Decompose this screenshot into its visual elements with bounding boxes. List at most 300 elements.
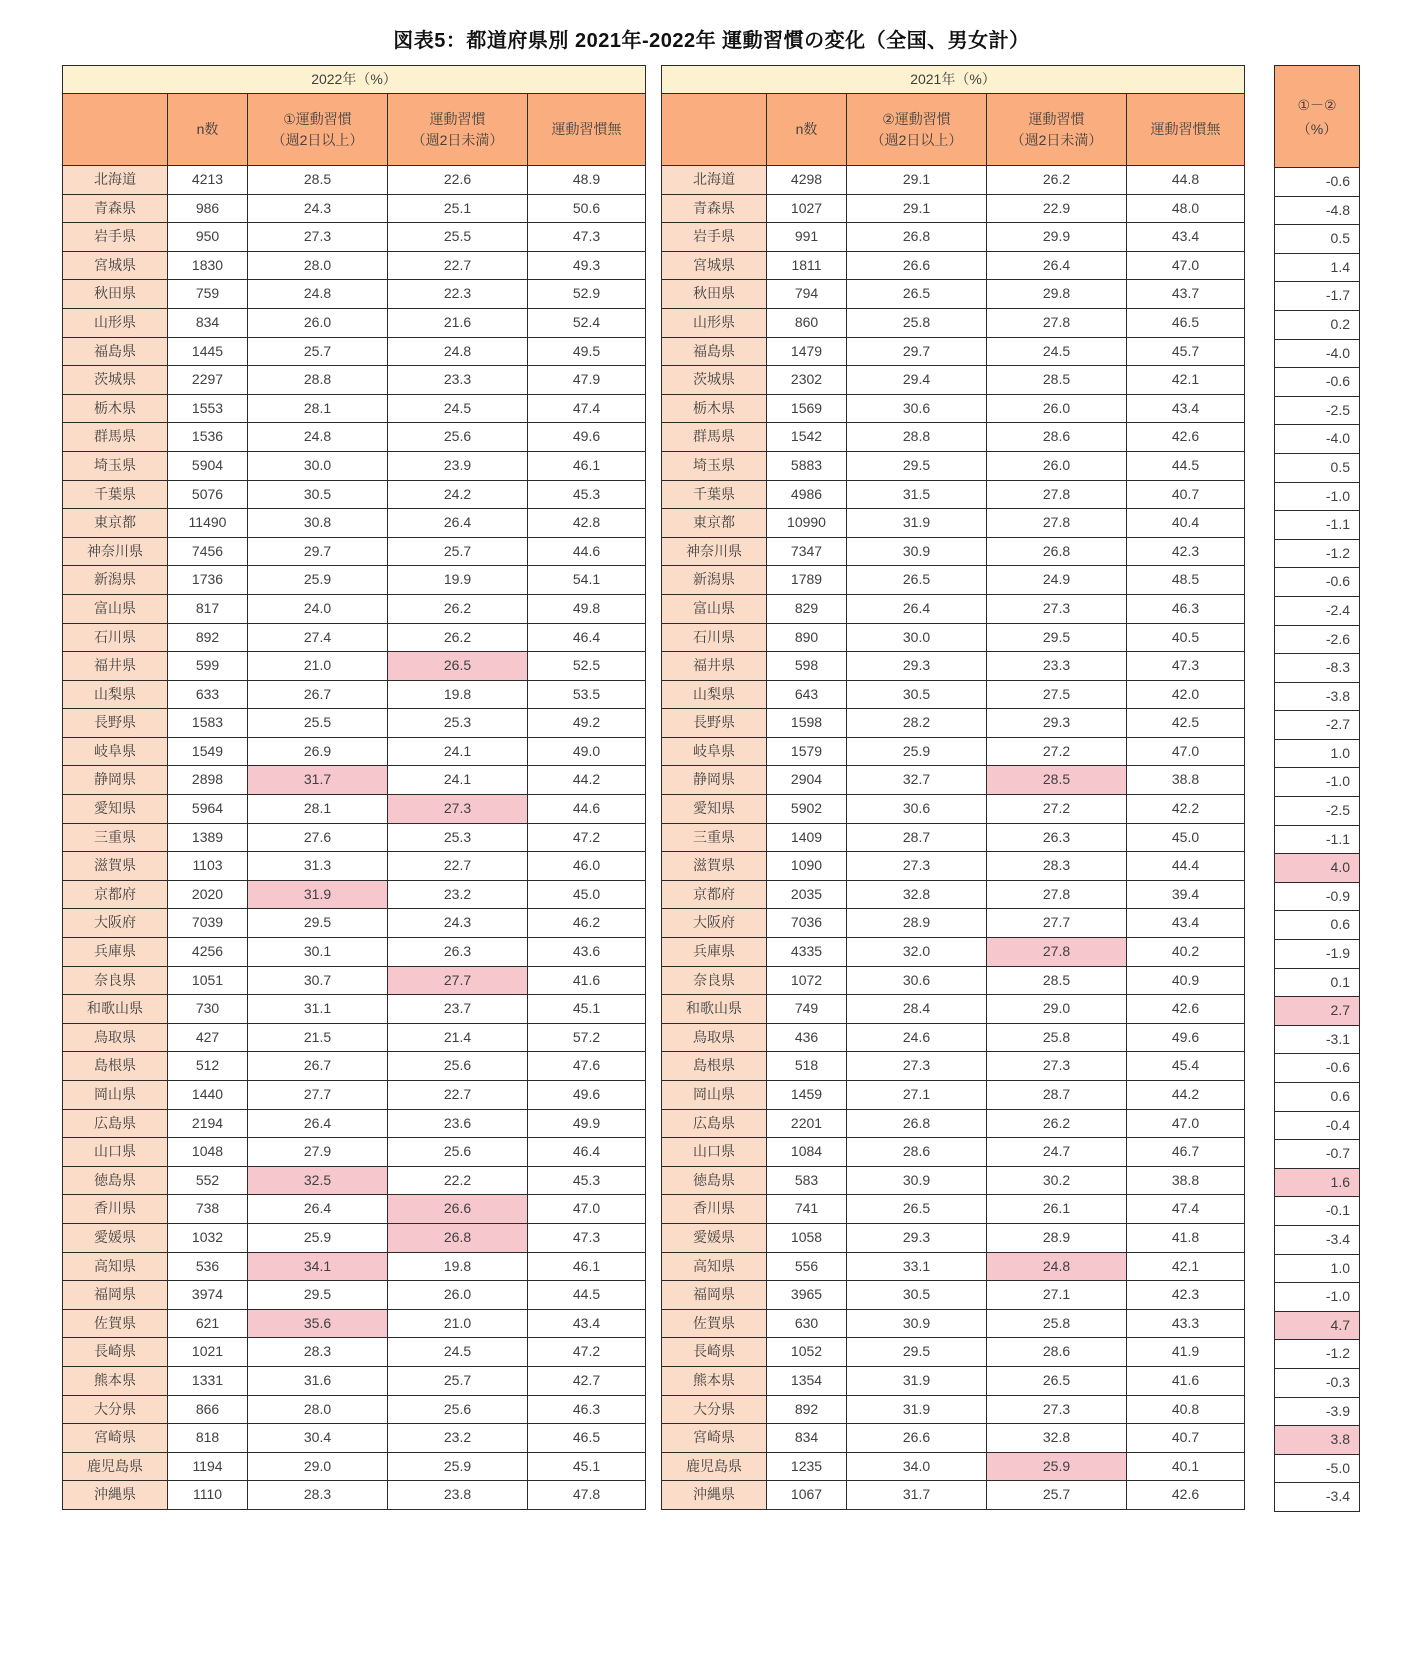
n-count-cell: 630 — [767, 1309, 847, 1338]
prefecture-cell: 香川県 — [662, 1195, 767, 1224]
table-row-2021 — [662, 652, 1245, 681]
prefecture-cell: 北海道 — [63, 166, 168, 195]
no-habit-cell: 45.3 — [528, 480, 646, 509]
n-count-cell: 1084 — [767, 1138, 847, 1167]
diff-cell: -1.0 — [1275, 768, 1360, 797]
habit-less2-cell: 24.2 — [388, 480, 528, 509]
prefecture-cell: 奈良県 — [63, 966, 168, 995]
habit-less2-cell: 24.5 — [388, 1338, 528, 1367]
no-habit-cell: 47.3 — [528, 1223, 646, 1252]
habit-less2-cell: 25.6 — [388, 1395, 528, 1424]
table-row-2021 — [662, 1081, 1245, 1110]
habit-2plus-cell: 27.3 — [847, 1052, 987, 1081]
table-row-2021 — [662, 823, 1245, 852]
prefecture-cell: 秋田県 — [662, 280, 767, 309]
table-row-2022 — [63, 623, 646, 652]
habit-2plus-cell: 29.5 — [847, 1338, 987, 1367]
habit-less2-cell: 21.6 — [388, 308, 528, 337]
table-row-diff — [1275, 168, 1360, 197]
prefecture-cell: 高知県 — [662, 1252, 767, 1281]
prefecture-cell: 三重県 — [63, 823, 168, 852]
table-row-2022 — [63, 1481, 646, 1510]
habit-2plus-cell: 26.9 — [248, 737, 388, 766]
prefecture-cell: 福島県 — [63, 337, 168, 366]
n-count-cell: 1549 — [168, 737, 248, 766]
habit-less2-cell: 22.7 — [388, 251, 528, 280]
habit-2plus-cell: 31.9 — [847, 1366, 987, 1395]
year-header-2022: 2022年（%） — [63, 66, 646, 94]
no-habit-cell: 42.7 — [528, 1366, 646, 1395]
habit-2plus-cell: 24.8 — [248, 280, 388, 309]
habit-less2-cell: 24.8 — [388, 337, 528, 366]
table-row-2021 — [662, 1452, 1245, 1481]
habit-less2-cell: 23.6 — [388, 1109, 528, 1138]
habit-less2-cell: 27.3 — [987, 1395, 1127, 1424]
habit-less2-cell: 23.9 — [388, 451, 528, 480]
habit-2plus-cell: 31.1 — [248, 995, 388, 1024]
habit-2plus-cell: 28.4 — [847, 995, 987, 1024]
table-row-2022 — [63, 1309, 646, 1338]
prefecture-cell: 埼玉県 — [662, 451, 767, 480]
no-habit-cell: 49.6 — [528, 423, 646, 452]
diff-cell: -1.7 — [1275, 282, 1360, 311]
habit-2plus-cell: 30.0 — [847, 623, 987, 652]
diff-cell: -2.7 — [1275, 711, 1360, 740]
table-row-diff — [1275, 1311, 1360, 1340]
n-count-cell: 598 — [767, 652, 847, 681]
habit-less2-cell: 27.8 — [987, 480, 1127, 509]
n-count-cell: 643 — [767, 680, 847, 709]
table-row-diff — [1275, 711, 1360, 740]
prefecture-cell: 長崎県 — [63, 1338, 168, 1367]
diff-cell: -2.5 — [1275, 396, 1360, 425]
habit-less2-cell: 27.2 — [987, 737, 1127, 766]
habit-2plus-cell: 26.7 — [248, 680, 388, 709]
n-count-cell: 512 — [168, 1052, 248, 1081]
table-row-diff — [1275, 1083, 1360, 1112]
n-count-cell: 583 — [767, 1166, 847, 1195]
habit-less2-cell: 29.3 — [987, 709, 1127, 738]
n-count-cell: 1058 — [767, 1223, 847, 1252]
habit-2plus-cell: 29.7 — [248, 537, 388, 566]
prefecture-cell: 徳島県 — [662, 1166, 767, 1195]
prefecture-cell: 長野県 — [662, 709, 767, 738]
prefecture-cell: 島根県 — [63, 1052, 168, 1081]
diff-cell: -0.1 — [1275, 1197, 1360, 1226]
habit-less2-cell: 27.3 — [987, 594, 1127, 623]
table-row-2021 — [662, 166, 1245, 195]
prefecture-cell: 神奈川県 — [63, 537, 168, 566]
table-row-2021 — [662, 1138, 1245, 1167]
habit-less2-cell: 30.2 — [987, 1166, 1127, 1195]
no-habit-cell: 49.2 — [528, 709, 646, 738]
table-row-2022 — [63, 737, 646, 766]
habit-2plus-cell: 25.8 — [847, 308, 987, 337]
n-count-cell: 1389 — [168, 823, 248, 852]
habit-less2-cell: 26.8 — [987, 537, 1127, 566]
n-count-cell: 7039 — [168, 909, 248, 938]
table-row-2022 — [63, 1052, 646, 1081]
habit-less2-cell: 25.3 — [388, 823, 528, 852]
table-row-2022 — [63, 366, 646, 395]
habit-less2-cell: 25.5 — [388, 223, 528, 252]
n-count-cell: 2194 — [168, 1109, 248, 1138]
no-habit-cell: 40.8 — [1127, 1395, 1245, 1424]
habit-2plus-cell: 25.9 — [248, 1223, 388, 1252]
n-count-cell: 1090 — [767, 852, 847, 881]
habit-2plus-cell: 30.5 — [847, 680, 987, 709]
habit-2plus-cell: 30.6 — [847, 394, 987, 423]
table-row-2022 — [63, 1281, 646, 1310]
n-count-cell: 986 — [168, 194, 248, 223]
prefecture-cell: 石川県 — [63, 623, 168, 652]
n-count-cell: 621 — [168, 1309, 248, 1338]
table-row-2021 — [662, 995, 1245, 1024]
table-row-2022 — [63, 823, 646, 852]
prefecture-cell: 滋賀県 — [63, 852, 168, 881]
col-header-nohabit-2021: 運動習慣無 — [1127, 94, 1245, 166]
table-row-diff — [1275, 1111, 1360, 1140]
diff-cell: -0.7 — [1275, 1140, 1360, 1169]
habit-2plus-cell: 32.7 — [847, 766, 987, 795]
n-count-cell: 1479 — [767, 337, 847, 366]
no-habit-cell: 42.5 — [1127, 709, 1245, 738]
diff-cell: -4.0 — [1275, 339, 1360, 368]
table-row-diff — [1275, 511, 1360, 540]
table-row-diff — [1275, 1025, 1360, 1054]
n-count-cell: 1354 — [767, 1366, 847, 1395]
col-header-habit2plus-2022: ①運動習慣 （週2日以上） — [248, 94, 388, 166]
prefecture-cell: 千葉県 — [662, 480, 767, 509]
prefecture-cell: 和歌山県 — [63, 995, 168, 1024]
table-row-2022 — [63, 194, 646, 223]
table-row-2021 — [662, 909, 1245, 938]
col-header-habitless2-2022: 運動習慣 （週2日未満） — [388, 94, 528, 166]
no-habit-cell: 43.4 — [1127, 909, 1245, 938]
table-row-2022 — [63, 1081, 646, 1110]
no-habit-cell: 41.9 — [1127, 1338, 1245, 1367]
habit-2plus-cell: 30.5 — [847, 1281, 987, 1310]
table-row-diff — [1275, 1340, 1360, 1369]
habit-2plus-cell: 30.6 — [847, 966, 987, 995]
table-row-2022 — [63, 509, 646, 538]
table-row-diff — [1275, 253, 1360, 282]
n-count-cell: 749 — [767, 995, 847, 1024]
no-habit-cell: 48.0 — [1127, 194, 1245, 223]
prefecture-cell: 三重県 — [662, 823, 767, 852]
no-habit-cell: 47.0 — [528, 1195, 646, 1224]
table-row-2022 — [63, 709, 646, 738]
diff-cell: -1.0 — [1275, 482, 1360, 511]
prefecture-cell: 群馬県 — [63, 423, 168, 452]
table-row-diff — [1275, 596, 1360, 625]
table-row-diff — [1275, 997, 1360, 1026]
no-habit-cell: 46.3 — [1127, 594, 1245, 623]
table-diff — [1274, 65, 1360, 1512]
habit-2plus-cell: 26.4 — [248, 1195, 388, 1224]
n-count-cell: 1811 — [767, 251, 847, 280]
n-count-cell: 1103 — [168, 852, 248, 881]
table-row-diff — [1275, 1454, 1360, 1483]
habit-less2-cell: 28.5 — [987, 366, 1127, 395]
habit-less2-cell: 26.2 — [388, 594, 528, 623]
habit-less2-cell: 27.5 — [987, 680, 1127, 709]
n-count-cell: 427 — [168, 1023, 248, 1052]
habit-2plus-cell: 26.5 — [847, 280, 987, 309]
n-count-cell: 2297 — [168, 366, 248, 395]
no-habit-cell: 42.1 — [1127, 366, 1245, 395]
no-habit-cell: 46.7 — [1127, 1138, 1245, 1167]
habit-less2-cell: 26.0 — [388, 1281, 528, 1310]
habit-2plus-cell: 30.9 — [847, 537, 987, 566]
table-row-2022 — [63, 1138, 646, 1167]
diff-cell: 1.4 — [1275, 253, 1360, 282]
diff-cell: -2.5 — [1275, 797, 1360, 826]
habit-2plus-cell: 29.0 — [248, 1452, 388, 1481]
no-habit-cell: 44.4 — [1127, 852, 1245, 881]
habit-less2-cell: 25.1 — [388, 194, 528, 223]
table-row-2021 — [662, 1223, 1245, 1252]
table-row-diff — [1275, 1168, 1360, 1197]
table-2021-body — [662, 166, 1245, 1510]
no-habit-cell: 42.3 — [1127, 537, 1245, 566]
n-count-cell: 1032 — [168, 1223, 248, 1252]
habit-2plus-cell: 26.4 — [248, 1109, 388, 1138]
habit-less2-cell: 25.7 — [987, 1481, 1127, 1510]
habit-2plus-cell: 31.5 — [847, 480, 987, 509]
habit-2plus-cell: 32.0 — [847, 938, 987, 967]
habit-2plus-cell: 31.9 — [248, 880, 388, 909]
table-row-2022 — [63, 1166, 646, 1195]
habit-2plus-cell: 29.3 — [847, 652, 987, 681]
diff-cell: 0.5 — [1275, 225, 1360, 254]
habit-2plus-cell: 30.0 — [248, 451, 388, 480]
n-count-cell: 7456 — [168, 537, 248, 566]
table-row-diff — [1275, 282, 1360, 311]
table-row-2022 — [63, 280, 646, 309]
prefecture-cell: 宮崎県 — [662, 1424, 767, 1453]
no-habit-cell: 42.3 — [1127, 1281, 1245, 1310]
habit-2plus-cell: 26.7 — [248, 1052, 388, 1081]
table-row-diff — [1275, 539, 1360, 568]
habit-less2-cell: 28.3 — [987, 852, 1127, 881]
table-row-diff — [1275, 682, 1360, 711]
table-row-2021 — [662, 852, 1245, 881]
col-header-n-2022: n数 — [168, 94, 248, 166]
no-habit-cell: 53.5 — [528, 680, 646, 709]
n-count-cell: 829 — [767, 594, 847, 623]
habit-2plus-cell: 24.3 — [248, 194, 388, 223]
table-row-2021 — [662, 509, 1245, 538]
habit-2plus-cell: 26.6 — [847, 1424, 987, 1453]
table-row-2021 — [662, 880, 1245, 909]
habit-less2-cell: 29.0 — [987, 995, 1127, 1024]
diff-cell: -5.0 — [1275, 1454, 1360, 1483]
n-count-cell: 518 — [767, 1052, 847, 1081]
no-habit-cell: 46.4 — [528, 623, 646, 652]
habit-less2-cell: 25.9 — [987, 1452, 1127, 1481]
table-row-2021 — [662, 623, 1245, 652]
habit-less2-cell: 26.5 — [987, 1366, 1127, 1395]
n-count-cell: 536 — [168, 1252, 248, 1281]
habit-less2-cell: 26.8 — [388, 1223, 528, 1252]
habit-less2-cell: 27.8 — [987, 308, 1127, 337]
table-row-2021 — [662, 308, 1245, 337]
n-count-cell: 834 — [168, 308, 248, 337]
prefecture-cell: 福井県 — [63, 652, 168, 681]
diff-cell: -0.6 — [1275, 168, 1360, 197]
no-habit-cell: 49.8 — [528, 594, 646, 623]
diff-cell: -1.2 — [1275, 539, 1360, 568]
no-habit-cell: 47.2 — [528, 1338, 646, 1367]
diff-cell: -3.9 — [1275, 1397, 1360, 1426]
table-row-2022 — [63, 451, 646, 480]
habit-2plus-cell: 27.7 — [248, 1081, 388, 1110]
table-row-2021 — [662, 1252, 1245, 1281]
habit-2plus-cell: 21.5 — [248, 1023, 388, 1052]
table-row-diff — [1275, 482, 1360, 511]
habit-less2-cell: 23.3 — [987, 652, 1127, 681]
n-count-cell: 4256 — [168, 938, 248, 967]
table-row-2022 — [63, 1252, 646, 1281]
table-row-2021 — [662, 1338, 1245, 1367]
prefecture-cell: 山梨県 — [63, 680, 168, 709]
table-row-2022 — [63, 1395, 646, 1424]
prefecture-cell: 山口県 — [662, 1138, 767, 1167]
n-count-cell: 1051 — [168, 966, 248, 995]
n-count-cell: 1553 — [168, 394, 248, 423]
habit-less2-cell: 26.6 — [388, 1195, 528, 1224]
no-habit-cell: 45.4 — [1127, 1052, 1245, 1081]
prefecture-cell: 佐賀県 — [662, 1309, 767, 1338]
diff-cell: 0.2 — [1275, 310, 1360, 339]
table-row-diff — [1275, 1140, 1360, 1169]
prefecture-cell: 兵庫県 — [63, 938, 168, 967]
no-habit-cell: 47.8 — [528, 1481, 646, 1510]
habit-2plus-cell: 27.9 — [248, 1138, 388, 1167]
diff-cell: -0.6 — [1275, 568, 1360, 597]
table-row-2021 — [662, 1166, 1245, 1195]
n-count-cell: 741 — [767, 1195, 847, 1224]
n-count-cell: 4986 — [767, 480, 847, 509]
n-count-cell: 1583 — [168, 709, 248, 738]
prefecture-cell: 栃木県 — [662, 394, 767, 423]
no-habit-cell: 47.2 — [528, 823, 646, 852]
prefecture-cell: 東京都 — [662, 509, 767, 538]
n-count-cell: 2898 — [168, 766, 248, 795]
prefecture-cell: 愛媛県 — [662, 1223, 767, 1252]
table-2022-body — [63, 166, 646, 1510]
prefecture-cell: 広島県 — [662, 1109, 767, 1138]
no-habit-cell: 39.4 — [1127, 880, 1245, 909]
no-habit-cell: 47.0 — [1127, 251, 1245, 280]
prefecture-cell: 和歌山県 — [662, 995, 767, 1024]
table-row-diff — [1275, 1397, 1360, 1426]
habit-less2-cell: 27.3 — [388, 795, 528, 824]
table-row-diff — [1275, 825, 1360, 854]
habit-2plus-cell: 30.7 — [248, 966, 388, 995]
n-count-cell: 5076 — [168, 480, 248, 509]
diff-cell: -0.6 — [1275, 368, 1360, 397]
no-habit-cell: 38.8 — [1127, 1166, 1245, 1195]
prefecture-cell: 京都府 — [63, 880, 168, 909]
prefecture-cell: 岡山県 — [662, 1081, 767, 1110]
habit-less2-cell: 23.2 — [388, 880, 528, 909]
habit-less2-cell: 25.6 — [388, 1052, 528, 1081]
page-title: 図表5：都道府県別 2021年-2022年 運動習慣の変化（全国、男女計） — [393, 30, 1030, 52]
table-row-2022 — [63, 308, 646, 337]
table-row-2022 — [63, 1109, 646, 1138]
habit-2plus-cell: 28.7 — [847, 823, 987, 852]
n-count-cell: 950 — [168, 223, 248, 252]
n-count-cell: 759 — [168, 280, 248, 309]
habit-2plus-cell: 28.5 — [248, 166, 388, 195]
habit-2plus-cell: 28.1 — [248, 795, 388, 824]
no-habit-cell: 49.6 — [528, 1081, 646, 1110]
n-count-cell: 1459 — [767, 1081, 847, 1110]
no-habit-cell: 40.7 — [1127, 480, 1245, 509]
table-row-2022 — [63, 938, 646, 967]
table-row-2022 — [63, 251, 646, 280]
habit-less2-cell: 26.4 — [987, 251, 1127, 280]
habit-2plus-cell: 28.0 — [248, 1395, 388, 1424]
prefecture-cell: 新潟県 — [662, 566, 767, 595]
n-count-cell: 1027 — [767, 194, 847, 223]
diff-cell: -3.8 — [1275, 682, 1360, 711]
habit-2plus-cell: 28.1 — [248, 394, 388, 423]
habit-less2-cell: 21.0 — [388, 1309, 528, 1338]
prefecture-cell: 宮崎県 — [63, 1424, 168, 1453]
habit-2plus-cell: 31.6 — [248, 1366, 388, 1395]
no-habit-cell: 42.8 — [528, 509, 646, 538]
diff-cell: 0.1 — [1275, 968, 1360, 997]
no-habit-cell: 46.3 — [528, 1395, 646, 1424]
table-row-diff — [1275, 1225, 1360, 1254]
habit-less2-cell: 24.7 — [987, 1138, 1127, 1167]
prefecture-cell: 福島県 — [662, 337, 767, 366]
n-count-cell: 1736 — [168, 566, 248, 595]
prefecture-cell: 徳島県 — [63, 1166, 168, 1195]
habit-less2-cell: 27.8 — [987, 938, 1127, 967]
no-habit-cell: 41.6 — [528, 966, 646, 995]
habit-2plus-cell: 21.0 — [248, 652, 388, 681]
diff-cell: -1.1 — [1275, 825, 1360, 854]
habit-less2-cell: 27.7 — [987, 909, 1127, 938]
n-count-cell: 817 — [168, 594, 248, 623]
habit-less2-cell: 28.5 — [987, 766, 1127, 795]
prefecture-cell: 東京都 — [63, 509, 168, 538]
no-habit-cell: 42.2 — [1127, 795, 1245, 824]
diff-cell: -0.4 — [1275, 1111, 1360, 1140]
n-count-cell: 1409 — [767, 823, 847, 852]
table-row-2022 — [63, 680, 646, 709]
habit-less2-cell: 28.6 — [987, 423, 1127, 452]
table-row-2021 — [662, 280, 1245, 309]
table-row-2021 — [662, 1424, 1245, 1453]
prefecture-cell: 神奈川県 — [662, 537, 767, 566]
diff-cell: -1.0 — [1275, 1283, 1360, 1312]
no-habit-cell: 44.8 — [1127, 166, 1245, 195]
table-row-diff — [1275, 225, 1360, 254]
habit-2plus-cell: 29.4 — [847, 366, 987, 395]
prefecture-cell: 佐賀県 — [63, 1309, 168, 1338]
table-row-2022 — [63, 1452, 646, 1481]
table-row-2021 — [662, 795, 1245, 824]
prefecture-cell: 青森県 — [662, 194, 767, 223]
habit-2plus-cell: 25.9 — [248, 566, 388, 595]
n-count-cell: 7036 — [767, 909, 847, 938]
table-row-2021 — [662, 1109, 1245, 1138]
